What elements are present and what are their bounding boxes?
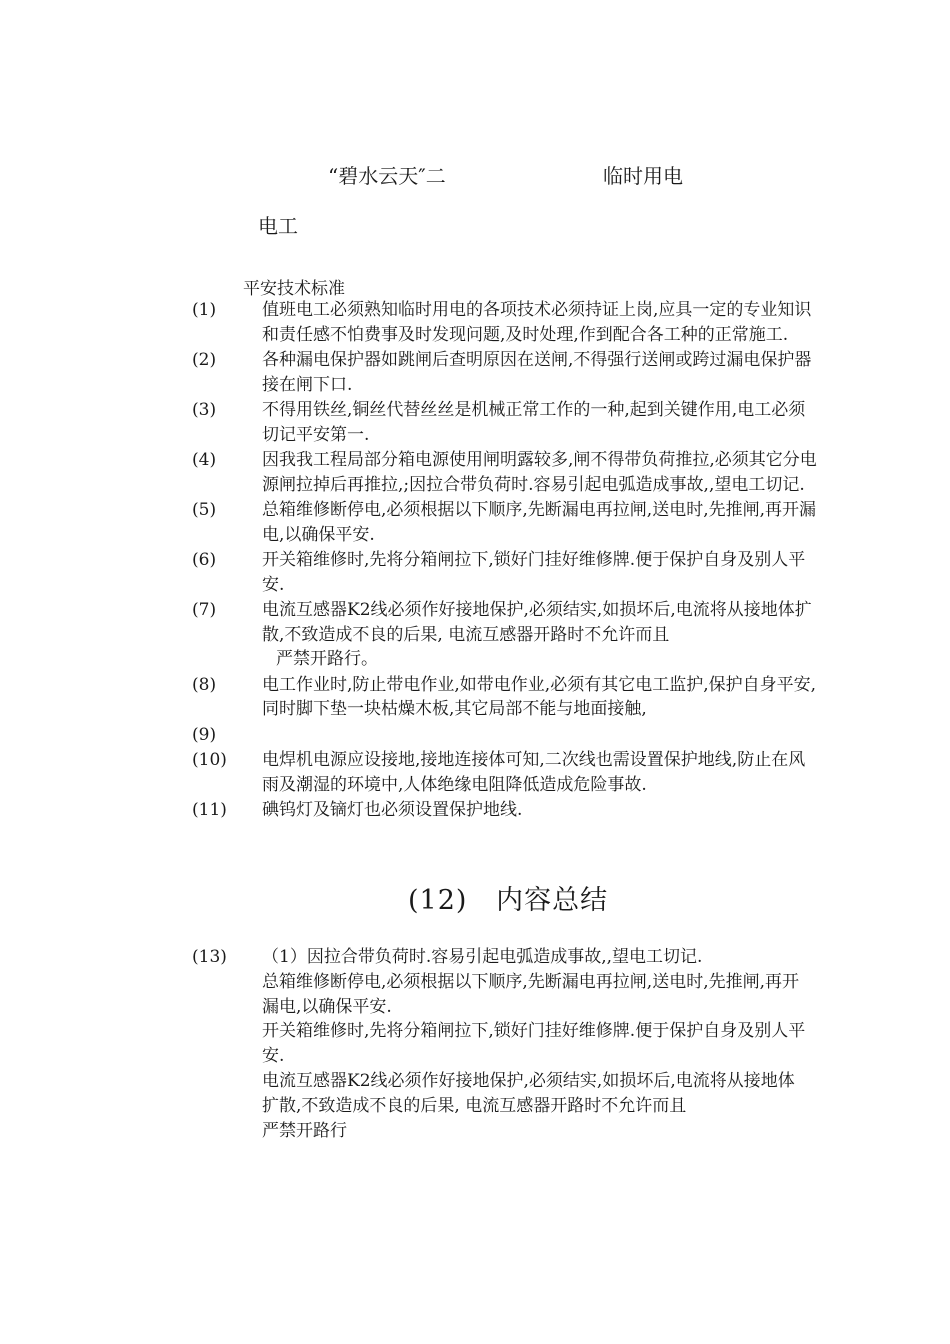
summary-line: 总箱维修断停电,必须根据以下顺序,先断漏电再拉闸,送电时,先推闸,再开漏电,以确保平安. (262, 971, 800, 1017)
list-item (192, 598, 832, 672)
summary-title: (12) 内容总结 (408, 885, 609, 916)
item-text: 开关箱维修时,先将分箱闸拉下,锁好门挂好维修牌.便于保护自身及别人平安. (262, 550, 806, 595)
list-item (192, 945, 832, 1143)
list-item (192, 498, 832, 547)
item-text: 总箱维修断停电,必须根据以下顺序,先断漏电再拉闸,送电时,先推闸,再开漏电,以确保平安. (262, 500, 817, 545)
list-item (192, 748, 832, 797)
item-text: 电焊机电源应设接地,接地连接体可知,二次线也需设置保护地线,防止在风雨及潮湿的环境中,人体绝缘电阻降低造成危险事故. (262, 750, 806, 795)
item-text: 不得用铁丝,铜丝代替丝丝是机械正常工作的一种,起到关键作用,电工必须切记平安第一. (262, 400, 806, 445)
item-number: (8) (192, 674, 217, 695)
list-item (192, 298, 832, 347)
document-title-suffix: 临时用电 (603, 164, 683, 188)
list-item (192, 398, 832, 447)
item-number: (11) (192, 800, 227, 820)
item-number: (2) (192, 350, 217, 370)
summary-line: 严禁开路行 (262, 1120, 347, 1141)
item-text (262, 723, 822, 748)
item-number: (1) (192, 300, 217, 320)
item-number: (10) (192, 750, 227, 770)
document-subtitle: 电工 (258, 214, 298, 238)
list-item (192, 673, 832, 722)
list-item (192, 723, 832, 748)
item-number: (13) (192, 947, 227, 967)
item-number: (6) (192, 550, 217, 570)
item-number: (3) (192, 400, 217, 420)
item-text: 电工作业时,防止带电作业,如带电作业,必须有其它电工监护,保护自身平安,同时脚下垫一块枯燥木板,其它局部不能与地面接触, (262, 674, 817, 719)
item-text: 电流互感器K2线必须作好接地保护,必须结实,如损坏后,电流将从接地体扩散,不致造成不良的后果, 电流互感器开路时不允许而且 (262, 600, 812, 645)
document-title: “碧水云天″二 (328, 164, 446, 188)
item-number: (7) (192, 600, 217, 620)
item-text: 碘钨灯及镝灯也必须设置保护地线. (262, 800, 523, 820)
item-number: (4) (192, 450, 217, 470)
summary-block (192, 945, 832, 1144)
item-text-continued: 严禁开路行。 (276, 649, 378, 669)
list-item (192, 448, 832, 497)
list-item (192, 548, 832, 597)
list-item (192, 348, 832, 397)
summary-line: 开关箱维修时,先将分箱闸拉下,锁好门挂好维修牌.便于保护自身及别人平安. (262, 1021, 806, 1067)
item-text: 值班电工必须熟知临时用电的各项技术必须持证上岗,应具一定的专业知识和责任感不怕费事及时发现问题,及时处理,作到配合各工种的正常施工. (262, 300, 812, 345)
summary-line: （1）因拉合带负荷时.容易引起电弧造成事故,,望电工切记. (262, 947, 703, 967)
item-text: 因我我工程局部分箱电源使用闸明露较多,闸不得带负荷推拉,必须其它分电源闸拉掉后再推拉,;因拉合带负荷时.容易引起电弧造成事故,,望电工切记. (262, 450, 817, 495)
item-number: (5) (192, 500, 217, 520)
section-heading: 平安技术标准 (243, 279, 345, 299)
standards-list (192, 298, 832, 824)
list-item (192, 798, 832, 823)
item-text: 各种漏电保护器如跳闸后查明原因在送闸,不得强行送闸或跨过漏电保护器接在闸下口. (262, 350, 812, 395)
item-number: (9) (192, 724, 217, 745)
summary-line: 电流互感器K2线必须作好接地保护,必须结实,如损坏后,电流将从接地体扩散,不致造成不良的后果, 电流互感器开路时不允许而且 (262, 1070, 795, 1116)
